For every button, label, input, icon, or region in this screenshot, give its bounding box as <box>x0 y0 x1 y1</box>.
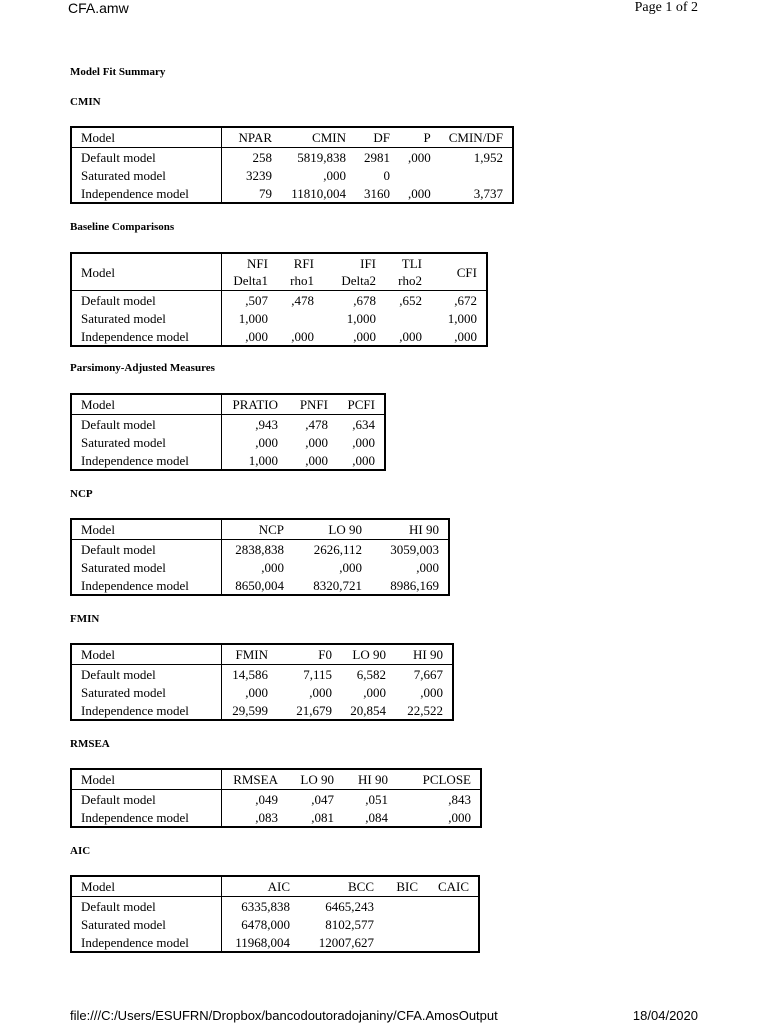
page-indicator: Page 1 of 2 <box>634 0 698 15</box>
table-row <box>71 148 513 167</box>
table-cell: 79 <box>259 185 272 201</box>
column-header: Model <box>71 876 221 897</box>
table-cell <box>399 166 440 184</box>
table-row <box>71 897 479 916</box>
table-cell: 258 <box>252 149 272 165</box>
table-row <box>71 540 449 559</box>
table-cell: ,083 <box>255 809 278 825</box>
column-header: NPAR <box>221 127 281 148</box>
column-header: PNFI <box>287 394 337 415</box>
table-row <box>71 558 449 576</box>
table-cell: 1,000 <box>447 310 477 326</box>
table-cell: 21,679 <box>296 702 332 718</box>
table-cell: ,049 <box>255 791 278 807</box>
table-cell: 7,667 <box>413 666 443 682</box>
table-cell <box>427 933 479 952</box>
table-cell <box>427 897 479 916</box>
table-cell: 3059,003 <box>390 541 439 557</box>
column-header: LO 90 <box>287 769 343 790</box>
table-row <box>71 915 479 933</box>
section-title-baseline: Baseline Comparisons <box>70 221 175 233</box>
table-cell: ,843 <box>448 791 471 807</box>
column-header: HI 90 <box>395 644 453 665</box>
table-row <box>71 327 487 346</box>
section-title-fmin: FMIN <box>70 613 100 625</box>
table-cell <box>385 309 431 327</box>
column-header: PCFI <box>337 394 385 415</box>
row-label: Saturated model <box>71 915 221 933</box>
table-cell: 14,586 <box>232 666 268 682</box>
table-row <box>71 415 385 434</box>
column-header: Model <box>71 769 221 790</box>
table-cell: 1,000 <box>346 310 376 326</box>
column-header: NFI Delta1 <box>221 253 277 291</box>
section-title-cmin: CMIN <box>70 96 101 108</box>
column-header: PCLOSE <box>397 769 481 790</box>
header-row <box>71 394 385 415</box>
column-header: Model <box>71 644 221 665</box>
row-label: Saturated model <box>71 558 221 576</box>
page-title: Model Fit Summary <box>70 66 166 78</box>
baseline-comparisons-table <box>70 252 488 347</box>
column-header: LO 90 <box>341 644 395 665</box>
column-header: Model <box>71 127 221 148</box>
row-label: Independence model <box>71 701 221 720</box>
table-cell: 22,522 <box>407 702 443 718</box>
table-cell: 1,000 <box>248 452 278 468</box>
table-row <box>71 291 487 310</box>
row-label: Default model <box>71 148 221 167</box>
table-cell: 8102,577 <box>325 916 374 932</box>
column-header: TLI rho2 <box>385 253 431 291</box>
column-header: DF <box>355 127 399 148</box>
table-cell: ,000 <box>323 167 346 183</box>
section-title-rmsea: RMSEA <box>70 738 110 750</box>
table-cell: 3,737 <box>473 185 503 201</box>
table-row <box>71 451 385 470</box>
table-cell: ,000 <box>448 809 471 825</box>
table-cell <box>383 897 427 916</box>
table-cell: ,000 <box>261 559 284 575</box>
table-cell: ,081 <box>311 809 334 825</box>
table-cell: ,000 <box>408 185 431 201</box>
table-row <box>71 309 487 327</box>
column-header: P <box>399 127 440 148</box>
row-label: Independence model <box>71 576 221 595</box>
parsimony-table <box>70 393 386 471</box>
table-cell: ,478 <box>305 416 328 432</box>
table-cell: ,672 <box>454 292 477 308</box>
table-cell: 5819,838 <box>297 149 346 165</box>
table-cell: ,000 <box>408 149 431 165</box>
document-filename: CFA.amw <box>68 0 129 16</box>
table-cell: 8650,004 <box>235 577 284 593</box>
table-cell: ,478 <box>291 292 314 308</box>
table-cell: ,000 <box>420 684 443 700</box>
column-header: BCC <box>299 876 383 897</box>
table-cell: ,652 <box>399 292 422 308</box>
header-row <box>71 876 479 897</box>
column-header: CAIC <box>427 876 479 897</box>
header-row <box>71 253 487 291</box>
column-header: RMSEA <box>221 769 287 790</box>
column-header: CMIN/DF <box>440 127 513 148</box>
column-header: CFI <box>431 253 487 291</box>
header-row <box>71 769 481 790</box>
row-label: Saturated model <box>71 309 221 327</box>
table-cell: 1,952 <box>473 149 503 165</box>
table-cell: ,000 <box>339 559 362 575</box>
table-row <box>71 184 513 203</box>
column-header: HI 90 <box>371 519 449 540</box>
rmsea-table <box>70 768 482 828</box>
table-cell: ,000 <box>399 328 422 344</box>
cmin-table <box>70 126 514 204</box>
column-header: CMIN <box>281 127 355 148</box>
table-cell: 3239 <box>246 167 272 183</box>
table-cell: 29,599 <box>232 702 268 718</box>
table-row <box>71 683 453 701</box>
header-row <box>71 127 513 148</box>
table-cell: ,000 <box>353 328 376 344</box>
table-cell <box>383 915 427 933</box>
table-row <box>71 933 479 952</box>
table-cell: 2981 <box>364 149 390 165</box>
table-cell: 0 <box>383 167 390 183</box>
table-cell: ,000 <box>245 684 268 700</box>
header-row <box>71 519 449 540</box>
column-header: HI 90 <box>343 769 397 790</box>
table-cell: 6335,838 <box>241 898 290 914</box>
table-cell: 2626,112 <box>313 541 362 557</box>
table-cell: ,000 <box>309 684 332 700</box>
print-date: 18/04/2020 <box>632 1008 698 1023</box>
column-header: IFI Delta2 <box>323 253 385 291</box>
table-cell: ,051 <box>365 791 388 807</box>
row-label: Independence model <box>71 184 221 203</box>
table-cell: ,047 <box>311 791 334 807</box>
row-label: Saturated model <box>71 166 221 184</box>
row-label: Independence model <box>71 451 221 470</box>
row-label: Independence model <box>71 808 221 827</box>
table-cell: ,507 <box>245 292 268 308</box>
table-cell: 6465,243 <box>325 898 374 914</box>
row-label: Independence model <box>71 327 221 346</box>
table-cell: 8986,169 <box>390 577 439 593</box>
header-row <box>71 644 453 665</box>
table-cell: 8320,721 <box>313 577 362 593</box>
row-label: Default model <box>71 415 221 434</box>
table-cell: ,000 <box>245 328 268 344</box>
table-cell: ,000 <box>352 434 375 450</box>
aic-table <box>70 875 480 953</box>
table-cell: 2838,838 <box>235 541 284 557</box>
table-row <box>71 576 449 595</box>
table-cell: 6,582 <box>356 666 386 682</box>
table-row <box>71 166 513 184</box>
table-cell: ,943 <box>255 416 278 432</box>
file-path: file:///C:/Users/ESUFRN/Dropbox/bancodoutoradojaniny/CFA.AmosOutput <box>70 1008 498 1023</box>
table-cell <box>440 166 513 184</box>
row-label: Default model <box>71 291 221 310</box>
table-cell: ,000 <box>255 434 278 450</box>
section-title-ncp: NCP <box>70 488 93 500</box>
column-header: PRATIO <box>221 394 287 415</box>
table-cell: 12007,627 <box>318 934 374 950</box>
column-header: RFI rho1 <box>277 253 323 291</box>
table-cell: ,634 <box>352 416 375 432</box>
table-row <box>71 433 385 451</box>
table-cell <box>427 915 479 933</box>
column-header: BIC <box>383 876 427 897</box>
row-label: Default model <box>71 540 221 559</box>
table-cell: ,678 <box>353 292 376 308</box>
table-cell: 6478,000 <box>241 916 290 932</box>
table-cell <box>383 933 427 952</box>
table-cell: 7,115 <box>303 666 332 682</box>
table-row <box>71 808 481 827</box>
table-cell: 3160 <box>364 185 390 201</box>
row-label: Default model <box>71 665 221 684</box>
row-label: Independence model <box>71 933 221 952</box>
row-label: Saturated model <box>71 683 221 701</box>
ncp-table <box>70 518 450 596</box>
table-cell: 11968,004 <box>235 934 290 950</box>
table-cell: ,000 <box>291 328 314 344</box>
table-cell: ,000 <box>416 559 439 575</box>
table-cell: ,000 <box>363 684 386 700</box>
table-cell: ,000 <box>454 328 477 344</box>
column-header: Model <box>71 253 221 291</box>
table-cell <box>277 309 323 327</box>
table-cell: 1,000 <box>238 310 268 326</box>
table-row <box>71 790 481 809</box>
table-cell: 11810,004 <box>291 185 346 201</box>
table-cell: ,084 <box>365 809 388 825</box>
fmin-table <box>70 643 454 721</box>
column-header: NCP <box>221 519 293 540</box>
column-header: F0 <box>277 644 341 665</box>
row-label: Default model <box>71 897 221 916</box>
table-row <box>71 701 453 720</box>
column-header: Model <box>71 394 221 415</box>
table-cell: ,000 <box>305 452 328 468</box>
column-header: FMIN <box>221 644 277 665</box>
section-title-aic: AIC <box>70 845 91 857</box>
table-cell: ,000 <box>305 434 328 450</box>
row-label: Default model <box>71 790 221 809</box>
column-header: AIC <box>221 876 299 897</box>
section-title-parsimony: Parsimony-Adjusted Measures <box>70 362 215 374</box>
row-label: Saturated model <box>71 433 221 451</box>
column-header: Model <box>71 519 221 540</box>
table-row <box>71 665 453 684</box>
column-header: LO 90 <box>293 519 371 540</box>
table-cell: ,000 <box>352 452 375 468</box>
table-cell: 20,854 <box>350 702 386 718</box>
